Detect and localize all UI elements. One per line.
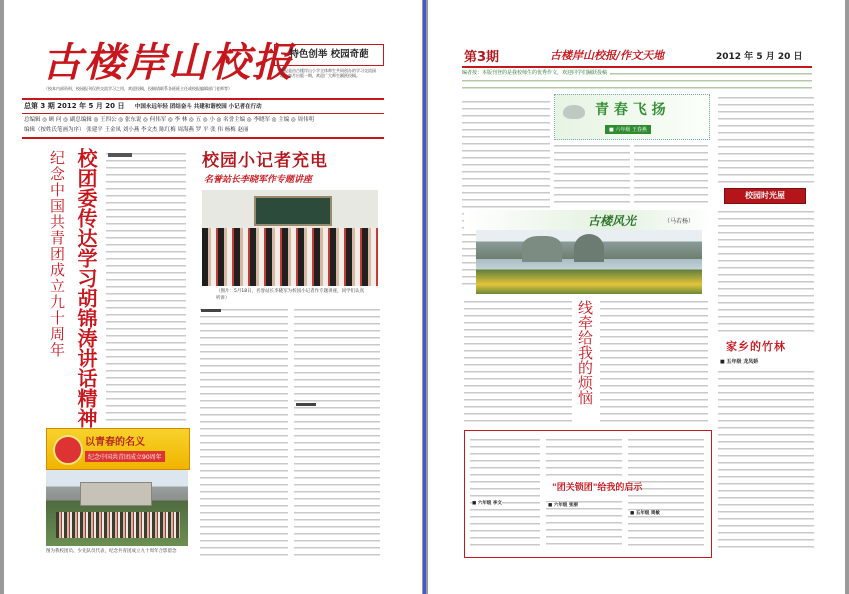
youth-feature-box (554, 94, 710, 140)
unity-column-3 (628, 436, 704, 550)
essay-column-mid-2 (634, 142, 708, 206)
article-lead-marker-2 (296, 403, 316, 406)
unity-column-2 (546, 436, 622, 476)
big-headline: 校团委传达学习胡锦涛讲话精神 (74, 148, 98, 428)
left-page (4, 0, 422, 594)
youth-banner-title: 以青春的名义 (85, 437, 145, 448)
scenery-photo (476, 230, 702, 294)
unity-column-1 (470, 436, 540, 550)
scenery-title-bar (464, 210, 712, 230)
essay-column-right-mid (718, 208, 814, 332)
essay-column-lower-mid (600, 298, 708, 424)
group-photo (46, 470, 188, 546)
bird-icon (563, 105, 585, 119)
scenery-title: 古楼风光 (588, 214, 637, 228)
masthead-rule-bottom (22, 137, 384, 139)
column-tag (724, 188, 806, 204)
masthead-rule-mid (22, 113, 384, 114)
bottom-photo-caption: 图为我校团员、少先队员代表，纪念共青团成立九十周年合影留念 (46, 549, 177, 554)
intro-bar-text: 编者按：本版刊登的是我校师生的优秀作文，欢迎同学们踊跃投稿 (462, 70, 610, 77)
staff-line-2: 编辑（按姓氏笔画为序） 张建平 王金凤 刘小燕 李文杰 陈红梅 周海燕 罗 平 张 伟 杨梅 赵丽 (24, 127, 249, 133)
right-page (428, 0, 845, 594)
essay-column-lower-left (464, 298, 572, 424)
league-emblem-icon (53, 435, 83, 465)
slogan-text: 特色创举 校园奇葩 (289, 49, 369, 60)
header-date: 2012 年 5 月 20 日 (716, 52, 803, 62)
slogan-box (274, 44, 384, 66)
article-column-2 (294, 306, 380, 558)
page-divider (423, 0, 426, 594)
issue-number-badge: 第3期 (464, 50, 500, 65)
feature-subtitle: 名誉站长李晓军作专题讲座 (204, 175, 313, 185)
intro-bar (462, 70, 812, 92)
masthead-blurb: 本报是由古楼岸山小学全体师生共同创办的学习交流园地，每月出版一期，欢迎广大师生踊跃投稿。 (280, 68, 376, 79)
masthead-rule-top (22, 98, 384, 100)
issue-number: 总第 3 期 2012 年 5 月 20 日 (24, 102, 125, 110)
youth-feature-title: 青 春 飞 扬 (595, 102, 666, 118)
hometown-subtitle: ■ 五年级 龙凤娇 (720, 359, 759, 365)
youth-feature-subtitle: ■ 六年级 王春燕 (605, 125, 651, 134)
unity-title: "团关锁团"给我的启示 (552, 483, 643, 493)
youth-banner (46, 428, 190, 470)
essay-column-mid-1 (554, 142, 630, 206)
section-header-title: 古楼岸山校报/作文天地 (550, 49, 665, 62)
article-text-block (106, 150, 186, 422)
thread-essay-title: 线牵给我的烦恼 (576, 300, 594, 405)
staff-line: 总编辑 ◎ 顾 问 ◎ 副总编辑 ◎ 王四公 ◎ 张东说 ◎ 何伟军 ◎ 李 林 ◎ 五 ◎ 小 ◎ 名誉主编 ◎ 李晓军 ◎ 主编 ◎ 周伟明 (24, 117, 315, 123)
article-dropcap-marker (108, 153, 132, 157)
masthead-subtitle: （校本内部资料，校园报刊仅供交流学习之用，欢迎投稿，投稿请联系各班班主任或校报编辑部门老师等） (44, 86, 232, 91)
feature-title: 校园小记者充电 (202, 151, 328, 171)
motto: 中国永远年轻 团结奋斗 共建和谐校园 小记者在行动 (134, 104, 262, 110)
masthead-title: 古楼岸山校报 (42, 39, 294, 86)
issue-line (24, 101, 384, 112)
scenery-author: （马若杨） (664, 218, 695, 225)
unity-subtitle-3: ■ 五年级 周敏 (630, 511, 660, 516)
article-column-1 (200, 306, 288, 558)
article-lead-marker-1 (201, 309, 221, 312)
classroom-photo (202, 190, 378, 286)
essay-column-hometown (718, 368, 814, 552)
youth-banner-subtitle: 纪念中国共青团成立90周年 (85, 451, 165, 462)
vertical-headline: 纪念中国共青团成立九十周年 (48, 150, 66, 358)
column-tag-text: 校园时光屋 (745, 191, 785, 200)
unity-subtitle-1: ■ 六年级 李文 (472, 501, 502, 506)
unity-subtitle-2: ■ 六年级 张丽 (548, 503, 578, 508)
hometown-title: 家乡的竹林 (726, 340, 786, 353)
essay-column-right-top (718, 94, 814, 184)
classroom-photo-caption: （图片：5月18日，名誉站长李晓军为校园小记者作专题讲座，同学们认真听讲） (216, 289, 365, 301)
header-rule (462, 66, 812, 68)
